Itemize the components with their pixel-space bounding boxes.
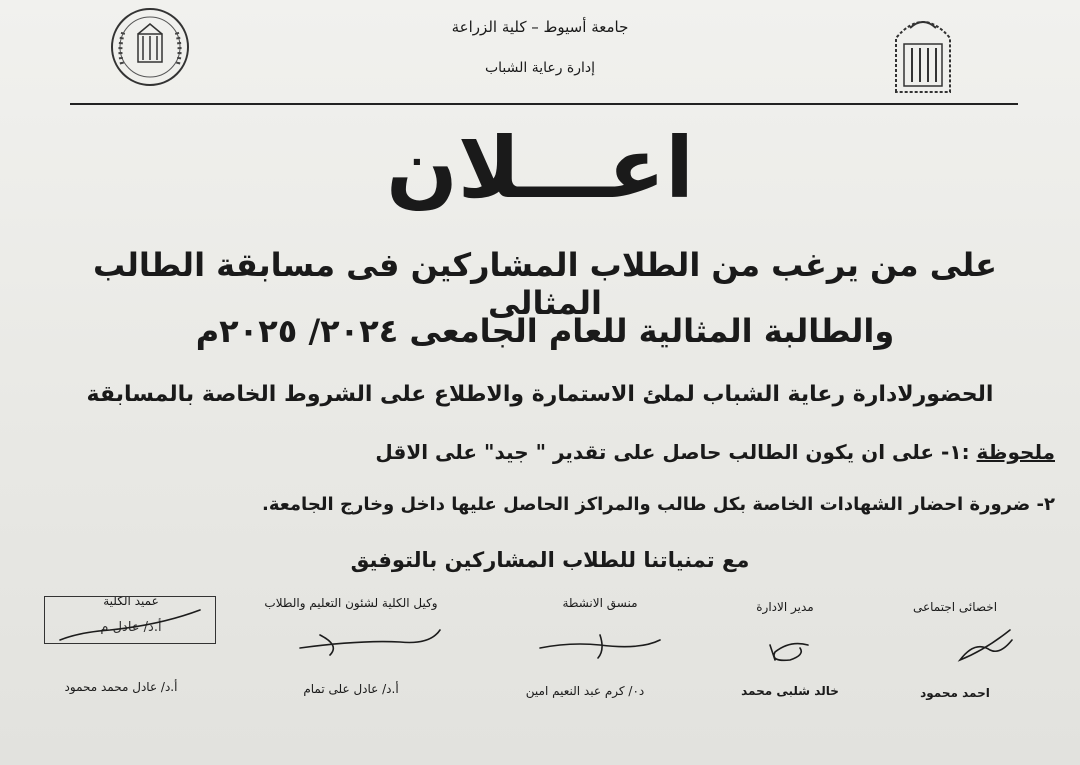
faculty-emblem-icon [108, 4, 192, 90]
handwritten-signatures [0, 600, 1080, 690]
body-line-1: على من يرغب من الطلاب المشاركين فى مسابقة الطالب المثالى [92, 246, 998, 322]
announcement-title: اعـــلان [386, 119, 694, 217]
department-heading: إدارة رعاية الشباب [484, 60, 596, 76]
signature-mark-manager [770, 644, 808, 661]
university-faculty-heading: جامعة أسيوط – كلية الزراعة [451, 18, 629, 36]
signature-mark-social-specialist [960, 630, 1012, 660]
university-logo-icon [890, 8, 956, 94]
note-condition-2: ٢- ضرورة احضار الشهادات الخاصة بكل طالب والمراكز الحاصل عليها داخل وخارج الجامعة. [262, 494, 1055, 515]
body-line-2: والطالبة المثالية للعام الجامعى ٢٠٢٤/ ٢٠٢٥م [195, 312, 895, 350]
closing-wish: مع تمنياتنا للطلاب المشاركين بالتوفيق [350, 548, 750, 572]
signature-name-vice-dean: أ.د/ عادل على تمام [303, 682, 399, 696]
signature-name-social-specialist: احمد محمود [920, 686, 990, 700]
signature-name-department-manager: خالد شلبى محمد [741, 684, 839, 698]
signature-name-dean: أ.د/ عادل محمد محمود [64, 680, 178, 694]
signature-title-department-manager: مدير الادارة [756, 600, 814, 614]
signature-mark-dean [60, 610, 200, 640]
note-condition-1: :١- على ان يكون الطالب حاصل على تقدير " جيد" على الاقل [375, 440, 970, 464]
signature-mark-vice-dean [300, 630, 440, 655]
signature-name-activities-coordinator: د٠/ كرم عبد النعيم امين [525, 684, 645, 698]
signature-title-social-specialist: اخصائى اجتماعى [912, 600, 998, 614]
note-line-1 [330, 440, 1055, 464]
signature-title-dean: عميد الكلية [103, 594, 159, 608]
signature-mark-coordinator [540, 635, 660, 658]
body-line-3: الحضورلادارة رعاية الشباب لملئ الاستمارة والاطلاع على الشروط الخاصة بالمسابقة [86, 382, 994, 407]
signature-title-activities-coordinator: منسق الانشطة [562, 596, 638, 610]
dean-stamp-text: أ.د/ عادل م [100, 620, 162, 635]
header-divider [70, 103, 1018, 105]
note-label: ملحوظة [976, 440, 1055, 464]
signature-title-vice-dean: وكيل الكلية لشئون التعليم والطلاب [264, 596, 438, 610]
